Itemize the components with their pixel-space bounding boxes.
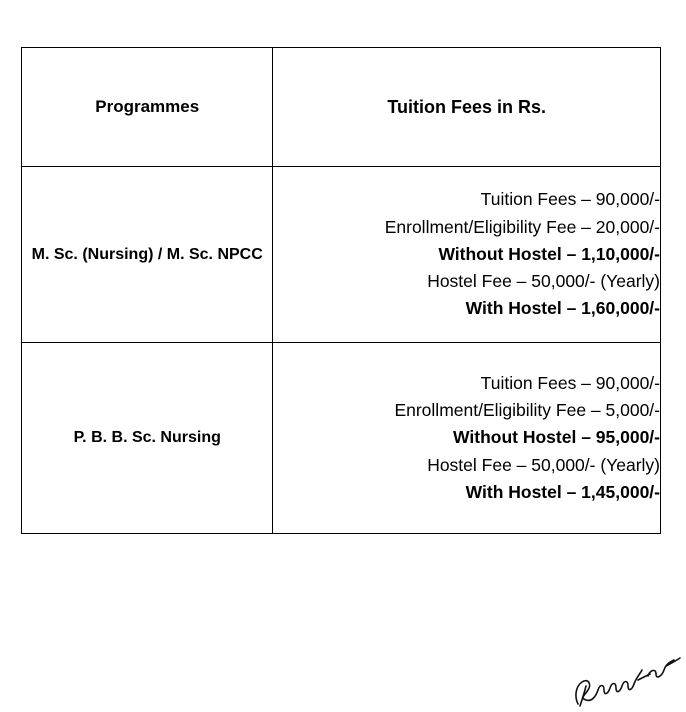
table-header-row bbox=[22, 48, 661, 167]
fees-cell bbox=[273, 167, 661, 343]
fee-line: Hostel Fee – 50,000/- (Yearly) bbox=[427, 271, 660, 292]
programme-cell: M. Sc. (Nursing) / M. Sc. NPCC bbox=[22, 167, 273, 343]
table-row bbox=[22, 343, 661, 534]
header-tuition-fees: Tuition Fees in Rs. bbox=[273, 48, 661, 167]
fee-total-line: With Hostel – 1,60,000/- bbox=[465, 298, 660, 319]
fee-total-line: Without Hostel – 95,000/- bbox=[453, 427, 660, 448]
fee-line: Tuition Fees – 90,000/- bbox=[480, 372, 660, 393]
fee-line: Enrollment/Eligibility Fee – 20,000/- bbox=[384, 216, 660, 237]
header-programmes: Programmes bbox=[22, 48, 273, 167]
programme-cell: P. B. B. Sc. Nursing bbox=[22, 343, 273, 534]
fees-table bbox=[21, 47, 661, 534]
fee-line: Enrollment/Eligibility Fee – 5,000/- bbox=[394, 400, 660, 421]
fees-cell bbox=[273, 343, 661, 534]
fee-total-line: Without Hostel – 1,10,000/- bbox=[438, 243, 660, 264]
signature-icon bbox=[570, 640, 682, 710]
table-row bbox=[22, 167, 661, 343]
fee-line: Tuition Fees – 90,000/- bbox=[480, 189, 660, 210]
fee-total-line: With Hostel – 1,45,000/- bbox=[465, 481, 660, 502]
fee-line: Hostel Fee – 50,000/- (Yearly) bbox=[427, 454, 660, 475]
